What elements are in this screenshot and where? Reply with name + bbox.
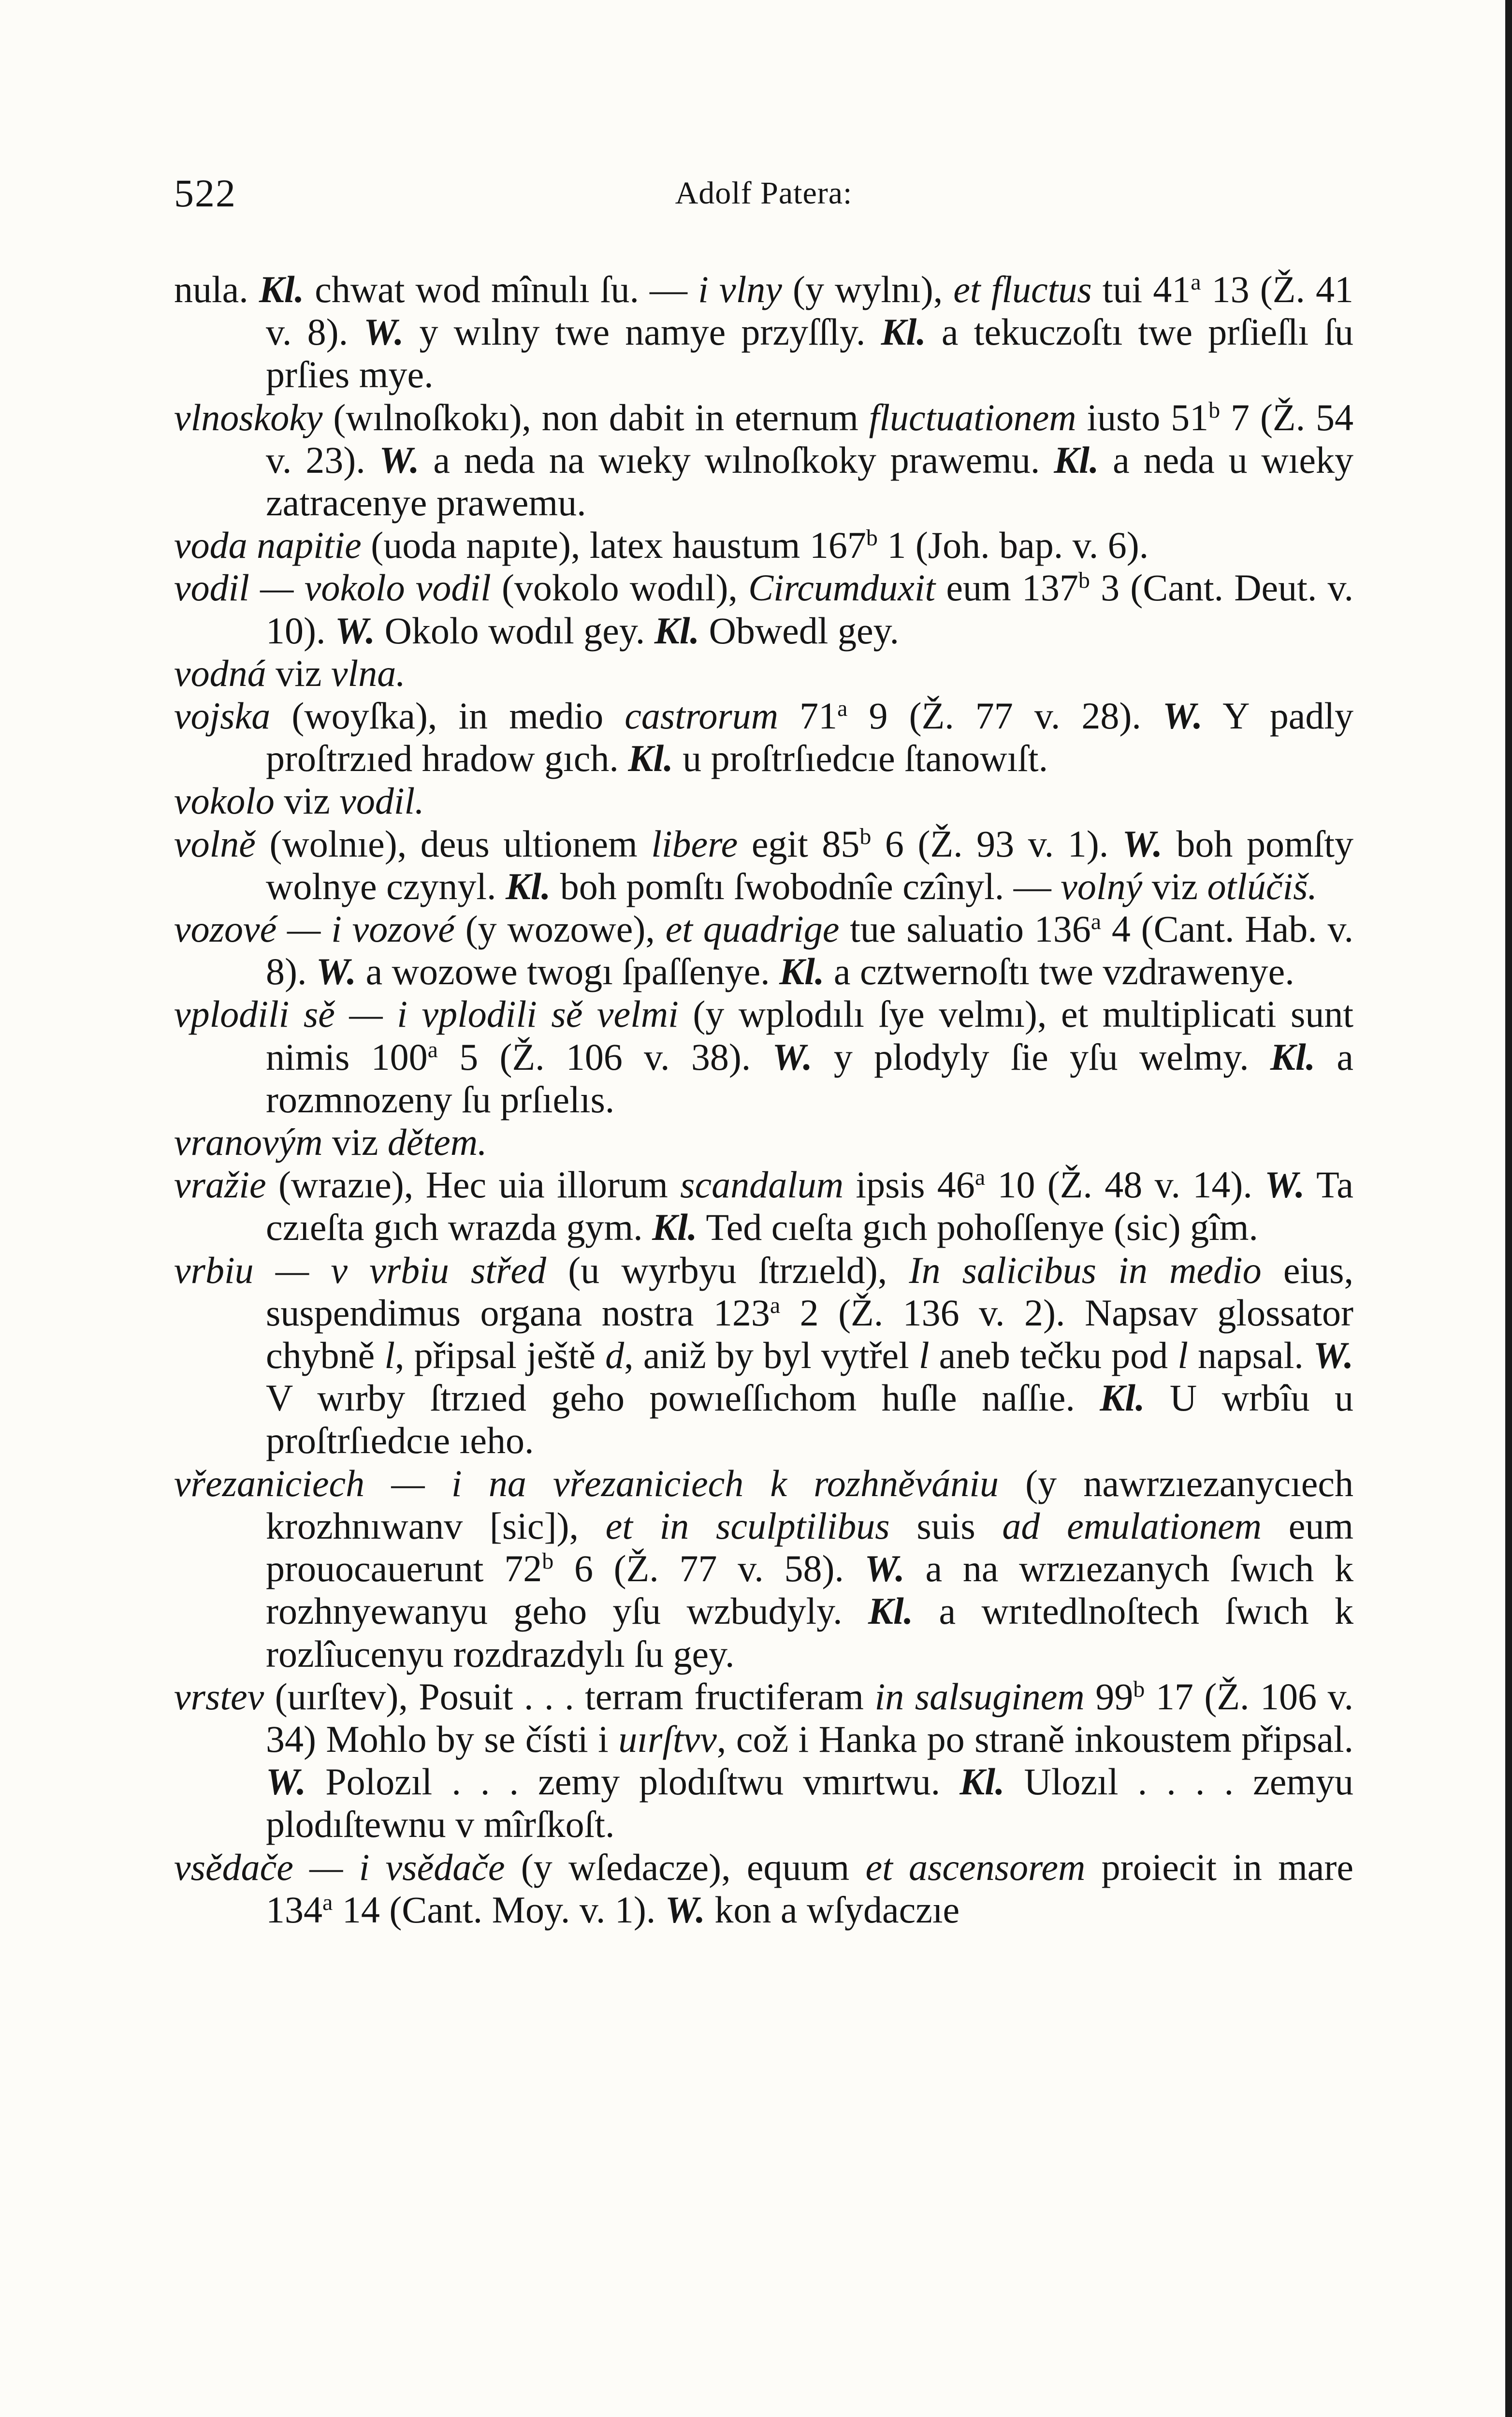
entry-text: 71 [778,695,838,737]
headword: vražie [174,1164,266,1206]
entry-text: tui 41 [1091,268,1191,310]
folio-side: a [770,1292,781,1318]
entry-text: a wozowe twogı ſpaſſenye. [356,950,780,993]
italic-text: vodil. [339,780,424,822]
entry-vozove [174,908,1353,993]
folio-side: b [1078,568,1090,594]
italic-text: in salsuginem [874,1675,1085,1718]
italic-text: ad emulationem [1002,1504,1262,1547]
italic-text: libere [651,822,738,865]
entry-text: 7 (Ž. 54 v. 23). [266,396,1353,481]
entry-text: 13 (Ž. 41 v. 8). [266,268,1353,353]
entry-text: (uoda napıte), latex haustum 167 [361,524,866,567]
entry-text: u proſtrſıedcıe ſtanowıſt. [673,737,1048,780]
entry-text: a cztwernoſtı twe vzdrawenye. [824,950,1294,993]
source-abbrev: Kl. [868,1590,914,1632]
entry-text: suis [889,1504,1003,1547]
source-abbrev: W. [379,438,420,481]
headword: vplodili sě — i vplodili sě velmi [174,993,679,1035]
entry-text: viz [274,780,340,822]
entry-text: V wırby ſtrzıed geho powıeſſıchom huſle naſſıe. [266,1377,1100,1419]
italic-text: dětem. [387,1121,487,1164]
entry-text: napsal. [1188,1334,1313,1377]
italic-text: et quadrige [665,908,840,950]
entry-text: a na wrzıezanych ſwıch k rozhnyewanyu geho yſu wzbudyly. [266,1547,1354,1632]
source-abbrev: W. [665,1888,705,1931]
entry-text: 6 (Ž. 77 v. 58). [553,1547,865,1590]
entry-text: (y wplodılı ſye velmı), et multiplicati sunt nimis 100 [266,993,1353,1078]
headword: vrbiu — v vrbiu střed [174,1249,547,1291]
source-abbrev: Kl. [259,268,305,310]
headword: vokolo [174,780,275,822]
folio-side: a [1191,269,1201,295]
italic-text: castrorum [625,695,779,737]
folio-side: a [974,1165,986,1191]
entry-text: a tekuczoſtı twe prſieſlı ſu prſies mye. [266,311,1353,396]
entry-vokolo [174,780,1353,822]
source-abbrev: W. [1162,695,1203,737]
headword: vodná [174,652,266,694]
entry-text: 5 (Ž. 106 v. 38). [437,1035,772,1078]
entry-vrezaniciech [174,1462,1353,1675]
source-abbrev: Kl. [652,1206,698,1249]
entry-text: eum 137 [935,567,1078,609]
headword: vsědače — i vsědače [174,1846,505,1888]
entry-vojska [174,695,1353,780]
entry-text: , aniž by byl vytřel [624,1334,919,1377]
entry-text: (wolnıe), deus ultionem [255,822,652,865]
italic-text: l [918,1334,930,1377]
headword: volně [174,822,256,865]
running-title: Adolf Patera: [675,175,853,211]
source-abbrev: W. [772,1035,813,1078]
source-abbrev: W. [1265,1164,1305,1206]
entry-text: , což i Hanka po straně inkoustem připsal. [716,1718,1354,1760]
entry-nula [174,268,1353,396]
italic-text: d [605,1334,625,1377]
entry-vodna [174,652,1353,695]
italic-text: l [384,1334,395,1377]
entry-text: boh pomſtı ſwobodnîe czînyl. — [551,865,1061,907]
source-abbrev: Kl. [1270,1035,1316,1078]
entry-text: 6 (Ž. 93 v. 1). [871,822,1122,865]
folio-side: a [1090,909,1102,935]
source-abbrev: Kl. [628,737,673,780]
italic-text: scandalum [680,1164,844,1206]
entry-vrazie [174,1164,1353,1249]
entry-text: Okolo wodıl gey. [375,609,654,652]
headword: vřezaniciech — i na vřezaniciech k rozhněvániu [174,1462,999,1504]
entry-text: viz [322,1121,388,1164]
folio-side: b [542,1548,554,1574]
entry-text: proiecit in mare 134 [266,1846,1353,1931]
entry-text: 3 (Cant. Deut. v. 10). [266,567,1353,652]
entry-text: (y wylnı), [782,268,954,310]
folio-side: a [427,1036,438,1063]
entry-text: Polozıl . . . zemy plodıſtwu vmırtwu. [306,1761,960,1803]
entry-text: (y wozowe), [454,908,666,950]
entry-text: Ta czıeſta gıch wrazda gym. [266,1164,1353,1249]
entry-text: (wılnoſkokı), non dabit in eternum [322,396,869,438]
headword: vojska [174,695,271,737]
source-abbrev: W. [363,311,404,353]
source-abbrev: Kl. [779,950,825,993]
italic-text: et ascensorem [865,1846,1086,1888]
page-header [174,167,1353,220]
entry-text: iusto 51 [1076,396,1209,438]
headword: voda napitie [174,524,362,567]
source-abbrev: W. [1313,1334,1353,1377]
source-abbrev: W. [864,1547,905,1590]
entry-text: tue saluatio 136 [839,908,1091,950]
entry-text: eius, suspendimus organa nostra 123 [266,1249,1354,1334]
entry-text: (vokolo wodıl), [491,567,749,609]
source-abbrev: Kl. [881,311,926,353]
folio-side: b [859,823,872,849]
headword: vrstev [174,1675,264,1718]
italic-text: et fluctus [953,268,1092,310]
scan-edge [1505,0,1512,2417]
italic-text: vlna. [331,652,406,694]
italic-text: volný [1061,865,1143,907]
entry-text: (u wyrbyu ſtrzıeld), [546,1249,909,1291]
entry-vrstev [174,1675,1353,1846]
italic-text: uırſtvv [618,1718,717,1760]
entry-vsedace [174,1846,1353,1931]
entry-text: ipsis 46 [843,1164,975,1206]
entry-text: chwat wod mînulı ſu. — [304,268,698,310]
entry-text: y wılny twe namye przyſſly. [404,311,881,353]
entry-text: Y padly proſtrzıed hradow gıch. [266,695,1354,780]
entry-text: (y nawrzıezanycıech krozhnıwanv [sic]), [266,1462,1353,1547]
entry-text: Obwedl gey. [699,609,900,652]
source-abbrev: W. [1122,822,1163,865]
source-abbrev: Kl. [506,865,551,907]
entry-text: 99 [1084,1675,1134,1718]
source-abbrev: W. [316,950,357,993]
entry-text: 2 (Ž. 136 v. 2). Napsav glossator chybně [266,1291,1353,1377]
entry-text: (uırſtev), Posuit . . . terram fructiferam [264,1675,875,1718]
headword: vlnoskoky [174,396,323,438]
entry-text: Ulozıl . . . . zemyu plodıſtewnu v mîrſkoſt. [266,1761,1353,1846]
headword: vodil — vokolo vodil [174,567,491,609]
entry-text: a neda u wıeky zatracenye prawemu. [266,438,1353,524]
entry-text: (y wſedacze), equum [505,1846,866,1888]
italic-text: fluctuationem [869,396,1076,438]
entry-text: U wrbîu u proſtrſıedcıe ıeho. [266,1377,1353,1462]
folio-side: b [1208,397,1221,423]
source-abbrev: Kl. [1054,438,1099,481]
entry-text: Ted cıeſta gıch pohoſſenye (sic) gîm. [697,1206,1258,1249]
folio-side: b [1133,1676,1145,1702]
italic-text: In salicibus in medio [909,1249,1262,1291]
entry-vrbiu [174,1249,1353,1462]
source-abbrev: Kl. [1100,1377,1145,1419]
entry-vodil [174,567,1353,652]
italic-text: Circumduxit [748,567,936,609]
entry-text: a wrıtedlnoſtech ſwıch k rozlîucenyu rozdrazdylı ſu gey. [266,1590,1353,1675]
source-abbrev: Kl. [960,1761,1005,1803]
entry-text: a rozmnozeny ſu prſıelıs. [266,1035,1354,1121]
entry-text: boh pomſty wolnye czynyl. [266,822,1353,907]
entry-text: a neda na wıeky wılnoſkoky prawemu. [419,438,1054,481]
entry-text: 17 (Ž. 106 v. 34) Mohlo by se čísti i [266,1675,1354,1760]
entry-text: viz [266,652,331,694]
italic-text: i vlny [698,268,782,310]
italic-text: et in sculptilibus [605,1504,890,1547]
entry-text: y plodyly ſie yſu welmy. [812,1035,1270,1078]
entry-volne [174,823,1353,908]
entry-text: 10 (Ž. 48 v. 14). [985,1164,1265,1206]
entry-text: (wrazıe), Hec uia illorum [266,1164,681,1206]
entry-text: (woyſka), in medio [270,695,625,737]
entry-vlnoskoky [174,396,1353,524]
entry-text: 14 (Cant. Moy. v. 1). [333,1888,665,1931]
entry-text: 1 (Joh. bap. v. 6). [877,524,1149,567]
folio-side: b [866,525,878,551]
page-number: 522 [174,171,236,215]
entry-text: egit 85 [738,822,860,865]
italic-text: l [1178,1334,1188,1377]
source-abbrev: W. [266,1761,306,1803]
italic-text: otlúčiš. [1207,865,1318,907]
headword: vozové — i vozové [174,908,455,950]
entry-text: aneb tečku pod [929,1334,1178,1377]
entry-text: kon a wſydaczıe [705,1888,960,1931]
entry-text: nula. [174,268,259,310]
entry-voda-napitie [174,524,1353,567]
entry-text: 9 (Ž. 77 v. 28). [847,695,1163,737]
entry-text: eum prouocauerunt 72 [266,1504,1353,1590]
folio-side: a [322,1889,333,1915]
entry-vplodili-se [174,993,1353,1121]
entry-text: viz [1142,865,1207,907]
source-abbrev: W. [334,609,376,652]
dictionary-entries [174,268,1353,1931]
folio-side: a [837,696,848,722]
entry-text: , připsal ještě [395,1334,606,1377]
entry-text: 4 (Cant. Hab. v. 8). [266,908,1353,993]
entry-vranovym [174,1121,1353,1164]
headword: vranovým [174,1121,323,1164]
source-abbrev: Kl. [654,609,699,652]
